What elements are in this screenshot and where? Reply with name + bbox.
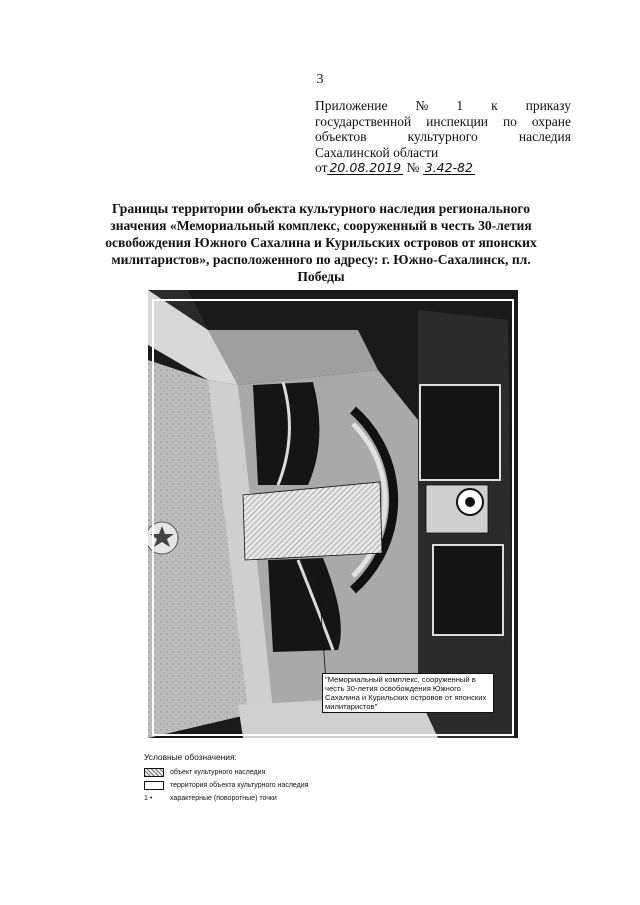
hatch-symbol-icon (144, 768, 164, 777)
legend-item-points: 1 • характерные (поворотные) точки (144, 795, 277, 802)
legend-item-territory: территория объекта культурного наследия (144, 779, 308, 792)
attachment-line-1: Приложение № 1 к приказу (315, 98, 571, 113)
map-memorial-hatched (243, 482, 382, 560)
site-map (148, 290, 518, 738)
frame-symbol-icon (144, 781, 164, 790)
aerial-photo (148, 290, 518, 738)
legend-title: Условные обозначения: (144, 752, 237, 762)
legend-item-object: объект культурного наследия (144, 766, 308, 779)
attachment-line-4: Сахалинской области (315, 144, 439, 160)
page-number: 3 (316, 72, 324, 87)
attachment-line-3: объектов культурного наследия (315, 129, 571, 144)
legend (144, 752, 308, 805)
attachment-block (315, 98, 571, 176)
handwritten-date: 20.08.2019 (329, 160, 402, 175)
handwritten-number: 3.42-82 (424, 160, 473, 175)
document-title: Границы территории объекта культурного наследия регионального значения «Мемориальный комплекс, сооруженный в честь 30-летия освобождения Южного Сахалина и Курильских островов от японских милитаристов», расположенного по адресу: г. Южно-Сахалинск, пл. Победы (105, 201, 537, 284)
map-callout-label: "Мемориальный комплекс, сооруженный в честь 30-летия освобождения Южного Сахалина и Курильских островов от японских милитаристов" (322, 673, 494, 713)
point-symbol-icon: 1 • (144, 795, 153, 802)
attachment-date-line: от 20.08.2019 № 3.42-82 (315, 160, 473, 175)
map-building-top (420, 385, 500, 480)
map-building-bottom (433, 545, 503, 635)
map-monument-center (465, 497, 475, 507)
attachment-line-2: государственной инспекции по охране (315, 113, 571, 129)
